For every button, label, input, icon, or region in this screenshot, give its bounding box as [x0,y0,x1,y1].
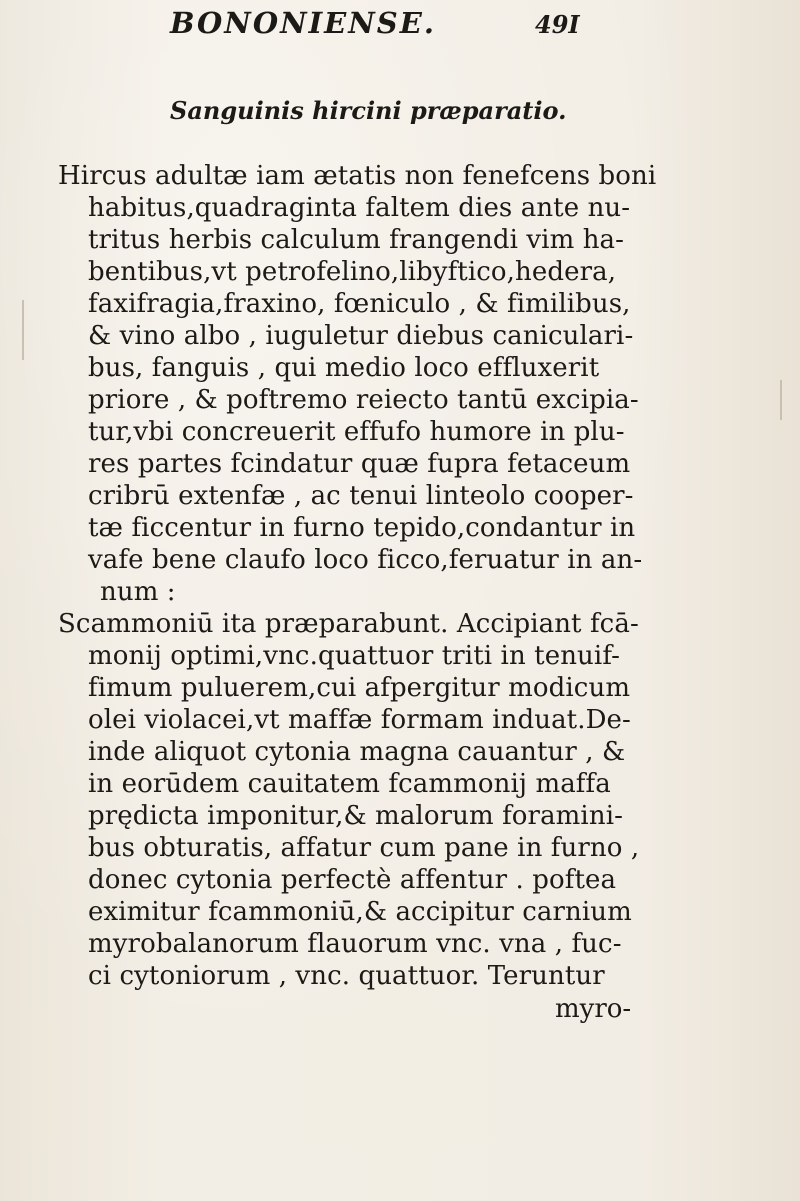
margin-shadow [22,300,24,360]
text-line: prędicta imponitur,& malorum foramini- [88,801,623,831]
text-line: donec cytonia perfectè affentur . poftea [88,865,617,895]
section-heading: Sanguinis hircini præparatio. [170,96,567,125]
text-line: Hircus adultæ iam ætatis non fenefcens boni [58,161,657,191]
text-line: cribrū extenfæ , ac tenui linteolo cooper- [88,481,634,511]
text-line: vafe bene claufo loco ficco,feruatur in an- [88,545,643,575]
running-title: BONONIENSE. [170,6,436,40]
text-line: num : [100,577,176,607]
text-line: tur,vbi concreuerit effufo humore in plu- [88,417,625,447]
text-line: priore , & poftremo reiecto tantū excipia- [88,385,639,415]
text-line: faxifragia,fraxino, fœniculo , & fimilibus, [88,289,631,319]
text-line: eximitur fcammoniū,& accipitur carnium [88,897,632,927]
text-line: tritus herbis calculum frangendi vim ha- [88,225,625,255]
text-line: habitus,quadraginta faltem dies ante nu- [88,193,631,223]
text-line: res partes fcindatur quæ fupra fetaceum [88,449,631,479]
text-line: olei violacei,vt maffæ formam induat.De- [88,705,631,735]
text-line: inde aliquot cytonia magna cauantur , & [88,737,626,767]
running-head [170,6,730,46]
text-line: bentibus,vt petrofelino,libyftico,hedera, [88,257,617,287]
text-line: myrobalanorum flauorum vnc. vna , fuc- [88,929,622,959]
text-line: in eorūdem cauitatem fcammonij maffa [88,769,611,799]
text-line: bus obturatis, affatur cum pane in furno , [88,833,640,863]
text-line: tæ ficcentur in furno tepido,condantur in [88,513,636,543]
text-line: monij optimi,vnc.quattuor triti in tenuif- [88,641,620,671]
text-line: bus, fanguis , qui medio loco effluxerit [88,353,600,383]
text-line: Scammoniū ita præparabunt. Accipiant fcā- [58,609,639,639]
page-number: 49I [535,10,580,39]
text-line: & vino albo , iuguletur diebus caniculari- [88,321,634,351]
margin-shadow [780,380,782,420]
text-line: fimum puluerem,cui afpergitur modicum [88,673,631,703]
text-line: ci cytoniorum , vnc. quattuor. Teruntur [88,961,605,991]
catchword: myro- [555,994,632,1024]
